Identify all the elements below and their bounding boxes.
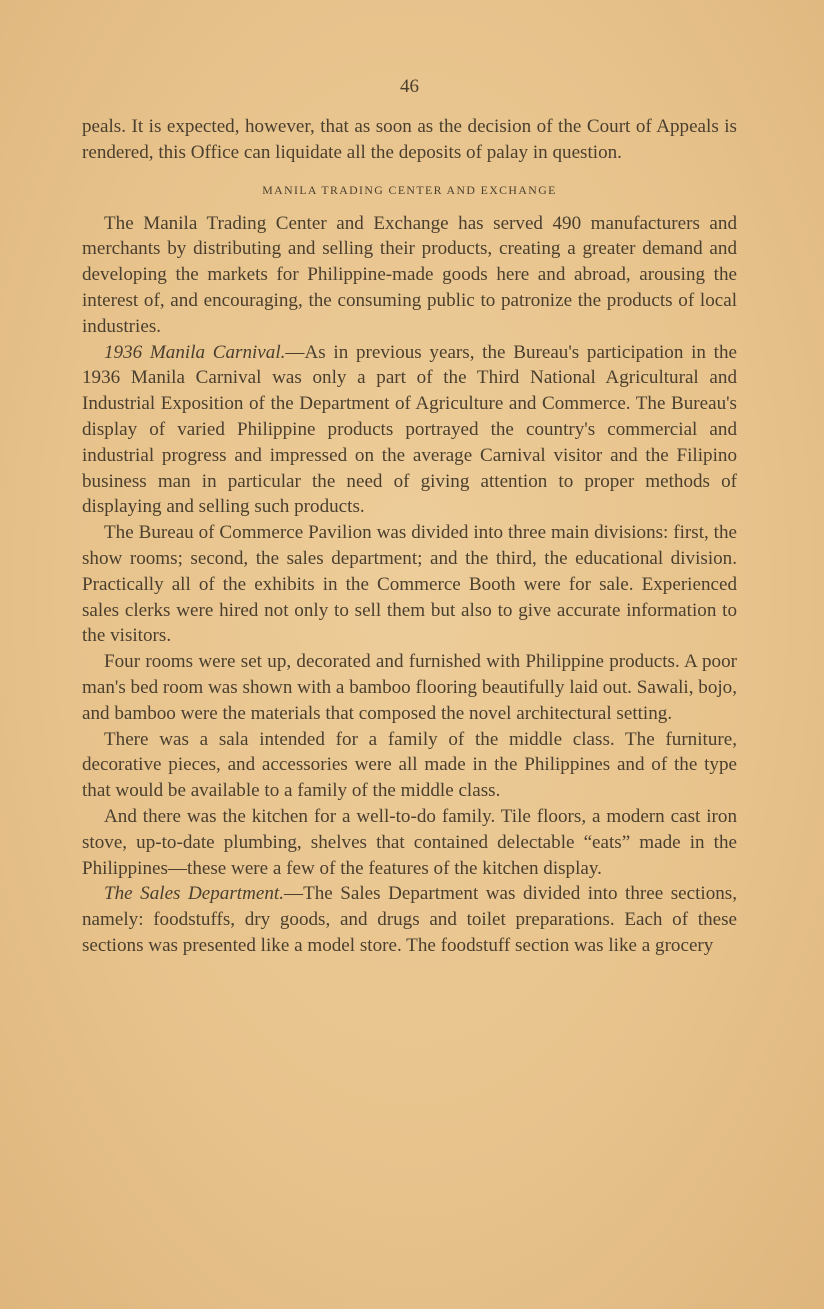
paragraph-text: —The Sales Department was divided into three sections, namely: foodstuffs, dry goods, and drugs and toilet preparations. Each of these sections was presented like a model store. The foodstuff section was like a grocery bbox=[82, 883, 737, 956]
paragraph bbox=[82, 881, 737, 958]
paragraph-text: There was a sala intended for a family of the middle class. The furniture, decorative pieces, and accessories were all made in the Philippines and of the type that would be available to a family of the middle class. bbox=[82, 728, 737, 802]
paragraph-text: Four rooms were set up, decorated and furnished with Philippine products. A poor man's bed room was shown with a bamboo flooring beautifully laid out. Sawali, bojo, and bamboo were the materials that composed the novel architectural setting. bbox=[82, 651, 737, 724]
paragraph bbox=[82, 649, 737, 726]
runin-heading: 1936 Manila Carnival. bbox=[104, 341, 286, 363]
paragraph-continuation bbox=[82, 114, 737, 166]
paragraph-text: And there was the kitchen for a well-to-do family. Tile floors, a modern cast iron stove, up-to-date plumbing, shelves that contained delectable “eats” made in the Philippines—these were a few of the features of the kitchen display. bbox=[82, 805, 737, 879]
section-heading: MANILA TRADING CENTER AND EXCHANGE bbox=[262, 182, 557, 197]
runin-heading: The Sales Department. bbox=[104, 883, 284, 905]
paragraph bbox=[82, 727, 737, 804]
paragraph-text: The Bureau of Commerce Pavilion was divided into three main divisions: first, the show rooms; second, the sales department; and the third, the educational division. Practically all of the exhibits in the Commerce Booth were for sale. Experienced sales clerks were hired not only to sell them but also to give accurate information to the visitors. bbox=[82, 522, 737, 647]
paragraph-text: The Manila Trading Center and Exchange has served 490 manufacturers and merchants by distributing and selling their products, creating a greater demand and developing the markets for Philippine-made goods here and abroad, arousing the interest of, and encouraging, the consuming public to patronize the products of local industries. bbox=[82, 212, 737, 337]
paragraph bbox=[82, 211, 737, 340]
paragraph-text: peals. It is expected, however, that as soon as the decision of the Court of Appeals is rendered, this Office can liquidate all the deposits of palay in question. bbox=[82, 116, 737, 163]
page-number: 46 bbox=[400, 76, 419, 97]
document-page bbox=[82, 74, 737, 959]
paragraph-text: —As in previous years, the Bureau's participation in the 1936 Manila Carnival was only a part of the Third National Agricultural and Industrial Exposition of the Department of Agriculture and Commerce. The Bureau's display of varied Philippine products portrayed the country's commercial and industrial progress and impressed on the average Carnival visitor and the Filipino business man in particular the need of giving attention to proper methods of displaying and selling such products. bbox=[82, 341, 737, 518]
paragraph bbox=[82, 340, 737, 521]
paragraph bbox=[82, 520, 737, 649]
paragraph bbox=[82, 804, 737, 881]
